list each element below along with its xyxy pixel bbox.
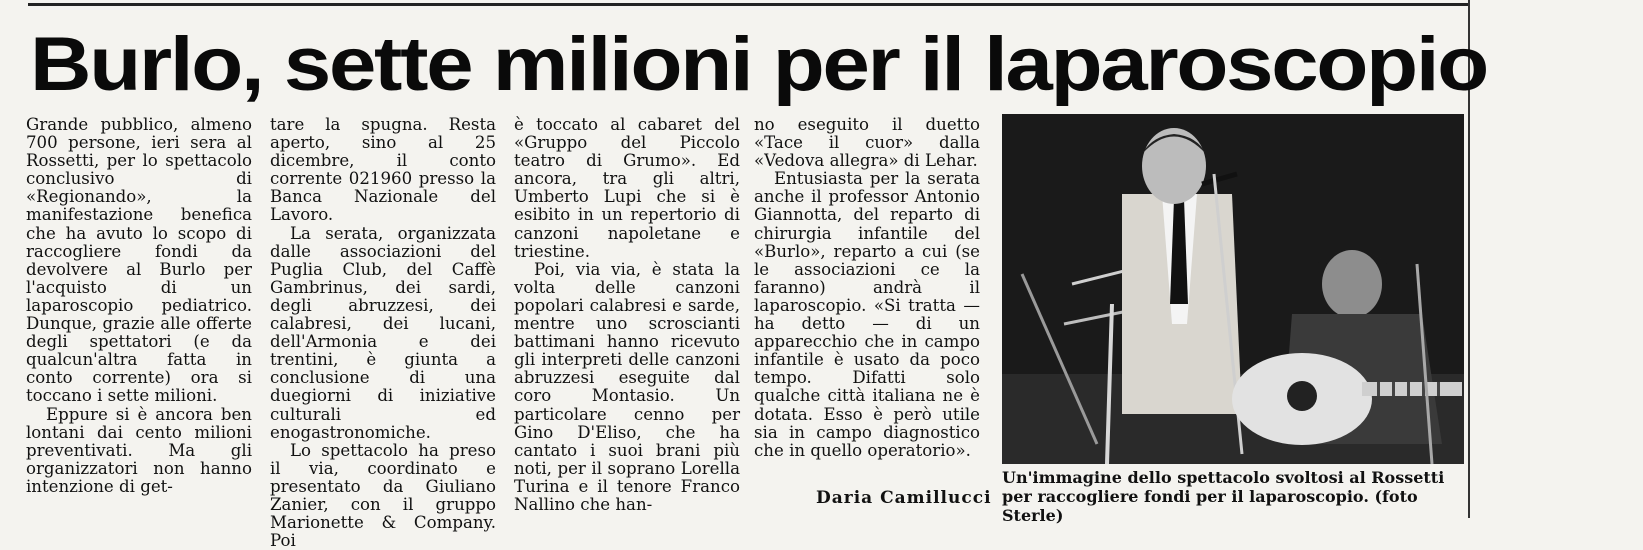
byline: Daria Camillucci: [816, 488, 992, 508]
paragraph: La serata, organizzata dalle associazioni del Puglia Club, del Caffè Gambrinus, dei sardi, degli abruzzesi, dei calabresi, dei lucani, dell'Armonia e dei trentini, è giunta a conclusione di una duegiorni di iniziative culturali ed enogastronomiche.: [270, 223, 496, 442]
photo-caption: Un'immagine dello spettacolo svoltosi al Rossetti per raccogliere fondi per il laparoscopio. (foto Sterle): [1002, 468, 1445, 525]
paragraph: Entusiasta per la serata anche il professor Antonio Giannotta, del reparto di chirurgia infantile del «Burlo», reparto a cui (se le associazioni ce la faranno) andrà il laparoscopio. «Si tratta — ha detto — di un apparecchio che in campo infantile è usato da poco tempo. Difatti solo qualche città italiana ne è dotata. Esso è però utile sia in campo diagnostico che in quello operatorio».: [754, 169, 980, 460]
article-column-4: [754, 116, 980, 482]
paragraph: Poi, via via, è stata la volta delle canzoni popolari calabresi e sarde, mentre uno scroscianti battimani hanno ricevuto gli interpreti delle canzoni abruzzesi eseguite dal coro Montasio. Un particolare cenno per Gino D'Eliso, che ha cantato i suoi brani più noti, per il soprano Lorella Turina e il tenore Franco Nallino che han-: [514, 259, 740, 514]
paragraph: Eppure si è ancora ben lontani dai cento milioni preventivati. Ma gli organizzatori non hanno intenzione di get-: [26, 404, 252, 496]
concert-photo-illustration: [1002, 114, 1464, 464]
concert-photo: [1002, 114, 1464, 464]
paragraph: tare la spugna. Resta aperto, sino al 25 dicembre, il conto corrente 021960 presso la Banca Nazionale del Lavoro.: [270, 115, 496, 225]
paragraph: no eseguito il duetto «Tace il cuor» dalla «Vedova allegra» di Lehar.: [754, 115, 980, 171]
paragraph: Lo spettacolo ha preso il via, coordinato e presentato da Giuliano Zanier, con il gruppo Marionette & Company. Poi: [270, 440, 496, 550]
paragraph: è toccato al cabaret del «Gruppo del Piccolo teatro di Grumo». Ed ancora, tra gli altri, Umberto Lupi che si è esibito in un repertorio di canzoni napoletane e triestine.: [514, 115, 740, 261]
headline: Burlo, sette milioni per il laparoscopio: [30, 22, 1488, 107]
top-rule: [28, 3, 1468, 6]
article-column-1: [26, 116, 252, 514]
article-column-3: [514, 116, 740, 514]
article-column-2: [270, 115, 496, 550]
paragraph: Grande pubblico, almeno 700 persone, ieri sera al Rossetti, per lo spettacolo conclusivo di «Regionando», la manifestazione benefica che ha avuto lo scopo di raccogliere fondi da devolvere al Burlo per l'acquisto di un laparoscopio pediatrico. Dunque, grazie alle offerte degli spettatori (e da qualcun'altra fatta in conto corrente) ora si toccano i sette milioni.: [26, 115, 252, 406]
